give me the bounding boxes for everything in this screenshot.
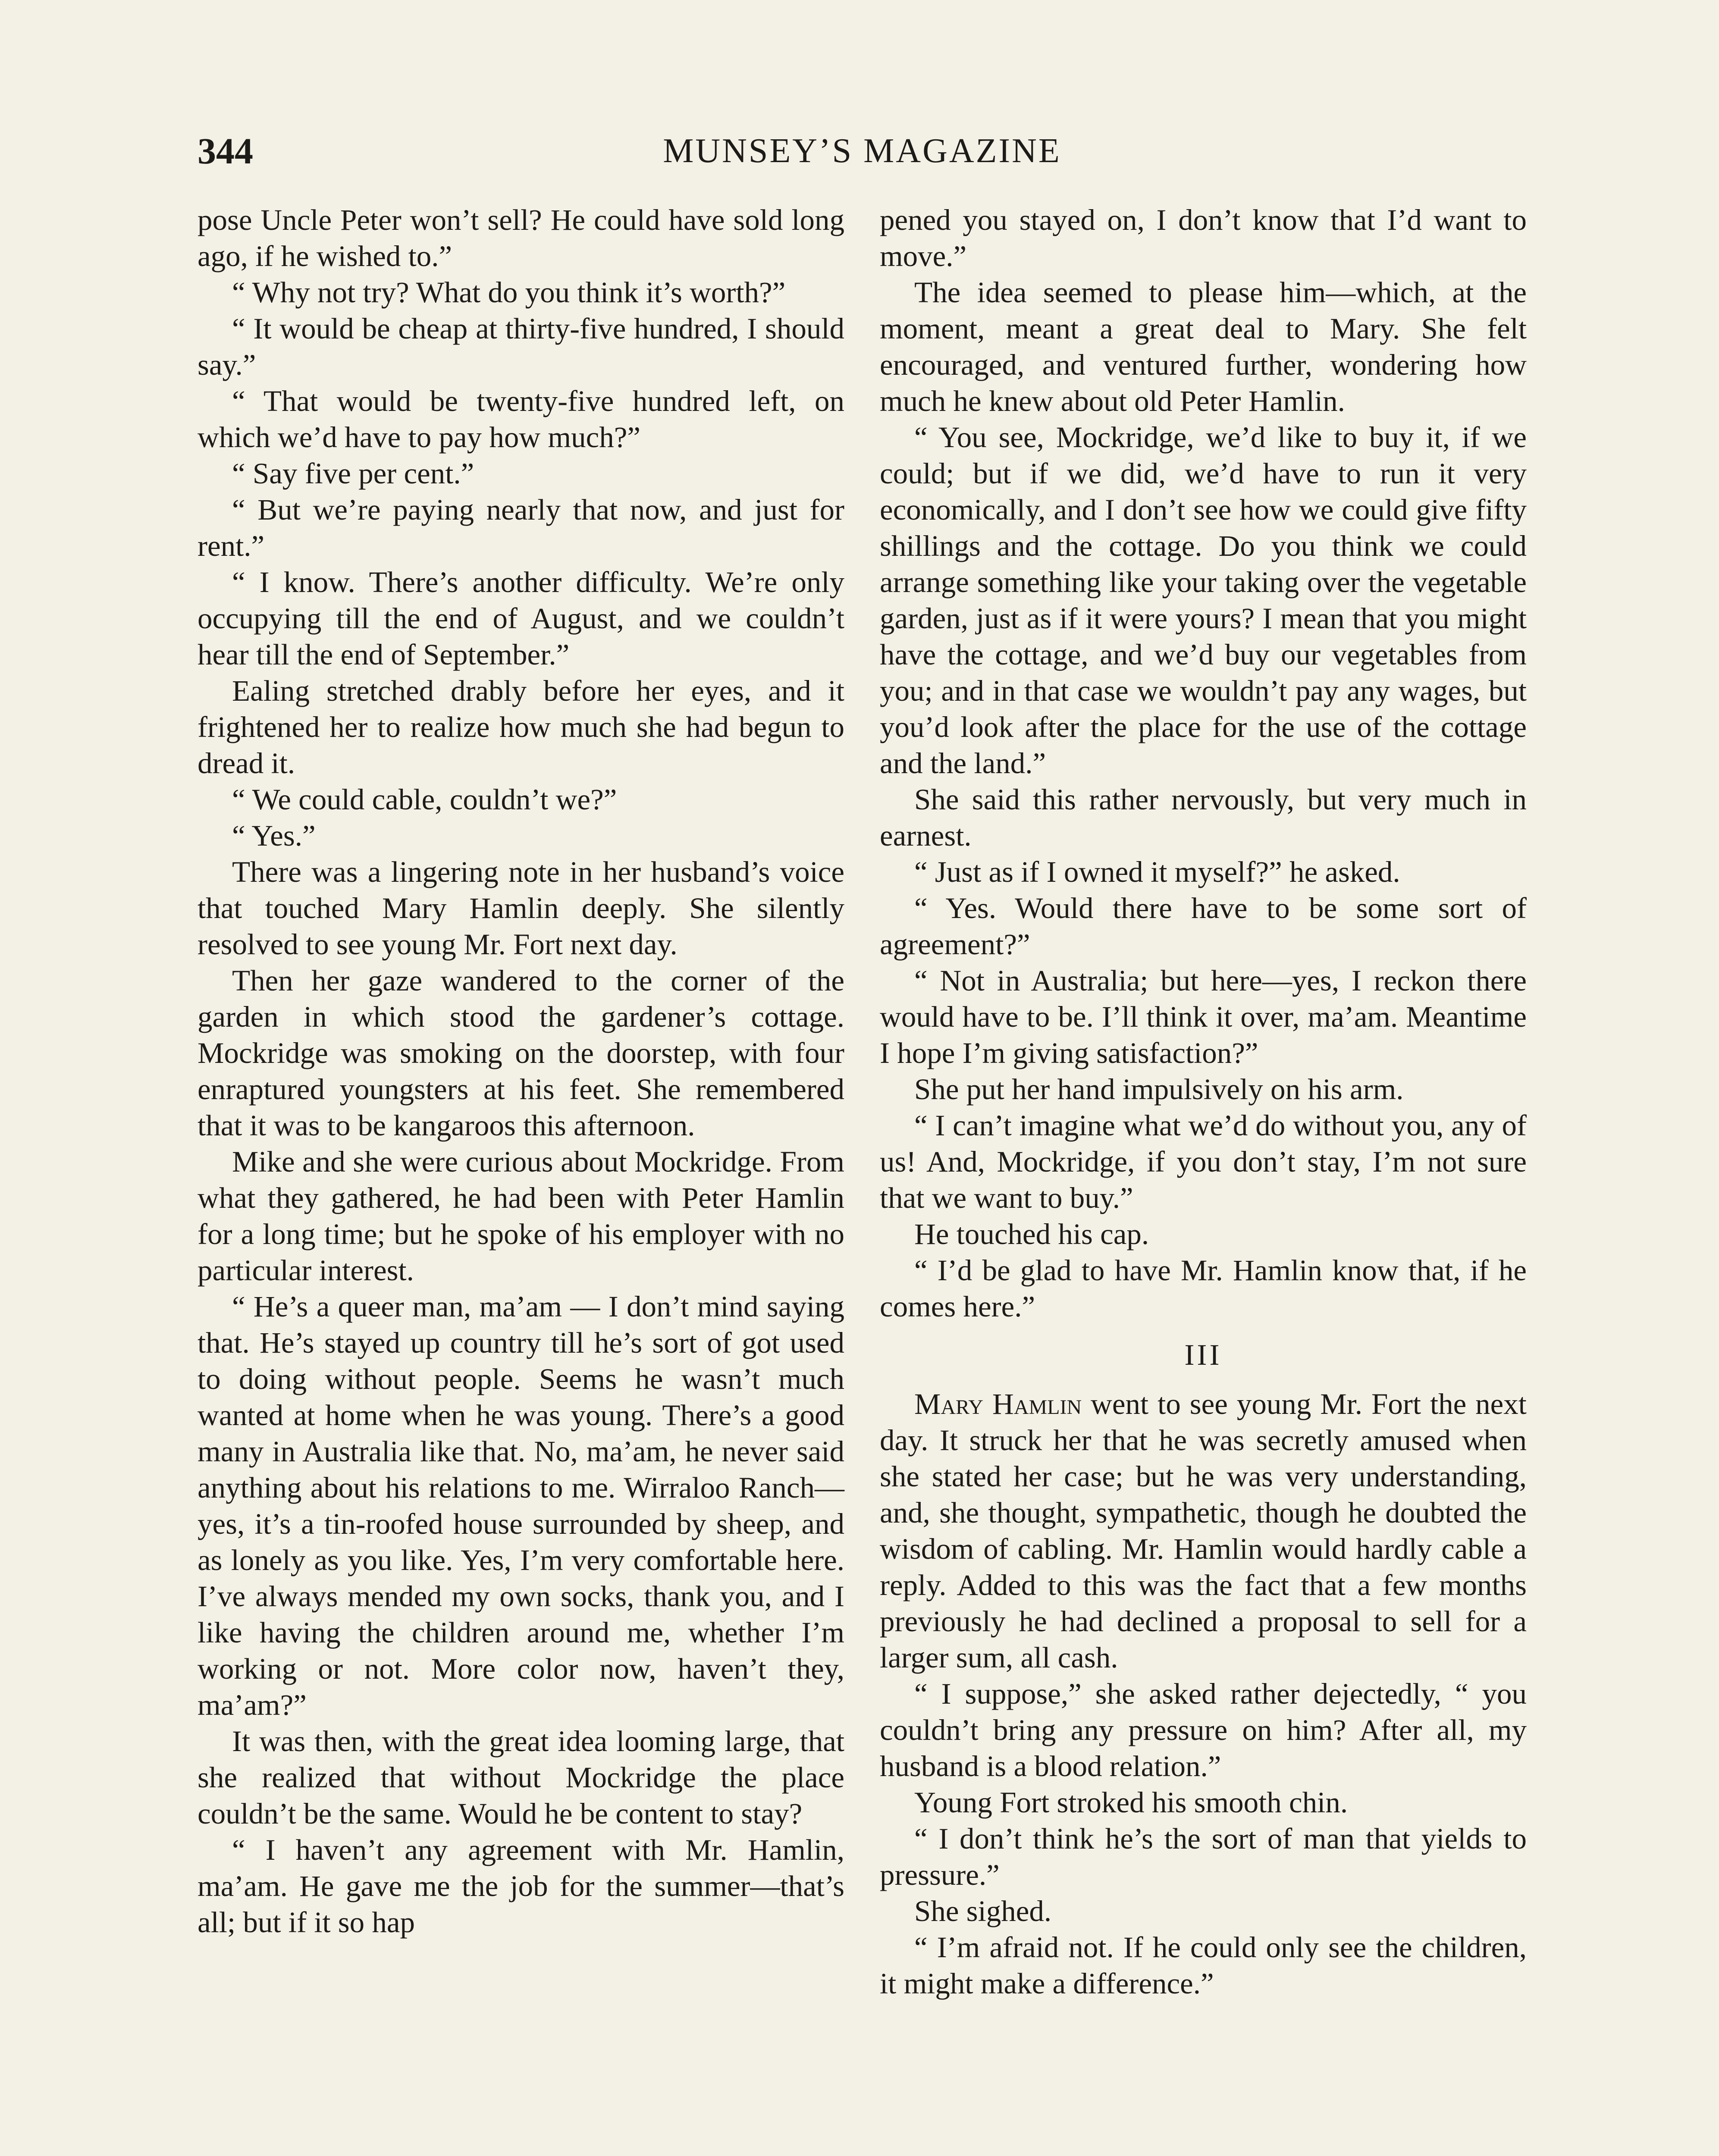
paragraph: “ We could cable, couldn’t we?” [232,783,617,816]
paragraph: Then her gaze wandered to the corner of the garden in which stood the gardener’s cottage. Mockridge was smoking on the doorstep, with four enraptured youngsters at his feet. She remembered that it was to be kangaroos this afternoon. [198,964,844,1142]
paragraph: “ I suppose,” she asked rather dejectedly, “ you couldn’t bring any pressure on him? After all, my husband is a blood relation.” [880,1677,1527,1783]
page-header [198,129,1527,172]
paragraph: “ Just as if I owned it myself?” he asked. [914,856,1400,888]
paragraph: “ It would be cheap at thirty-five hundred, I should say.” [198,312,844,381]
paragraph: It was then, with the great idea looming large, that she realized that without Mockridge the place couldn’t be the same. Would he be content to stay? [198,1725,844,1830]
paragraph: “ But we’re paying nearly that now, and just for rent.” [198,493,844,562]
paragraph: She sighed. [914,1895,1052,1927]
section-opening-smallcaps: Mary Hamlin [914,1388,1082,1420]
paragraph: She said this rather nervously, but very much in earnest. [880,783,1527,852]
paragraph: “ Not in Australia; but here—yes, I reckon there would have to be. I’ll think it over, ma’am. Meantime I hope I’m giving satisfaction?” [880,964,1527,1069]
paragraph: Mike and she were curious about Mockridge. From what they gathered, he had been with Peter Hamlin for a long time; but he spoke of his employer with no particular interest. [198,1145,844,1287]
paragraph: “ He’s a queer man, ma’am — I don’t mind saying that. He’s stayed up country till he’s sort of got used to doing without people. Seems he wasn’t much wanted at home when he was young. There’s a good many in Australia like that. No, ma’am, he never said anything about his relations to me. Wirraloo Ranch—yes, it’s a tin-roofed house surrounded by sheep, and as lonely as you like. Yes, I’m very comfortable here. I’ve always mended my own socks, thank you, and I like having the children around me, whether I’m working or not. More color now, haven’t they, ma’am?” [198,1290,844,1721]
paragraph: “ I can’t imagine what we’d do without you, any of us! And, Mockridge, if you don’t stay, I’m not sure that we want to buy.” [880,1109,1527,1214]
paragraph: Young Fort stroked his smooth chin. [914,1786,1348,1819]
paragraph: pened you stayed on, I don’t know that I’d want to move.” [880,204,1527,273]
paragraph: “ I’d be glad to have Mr. Hamlin know that, if he comes here.” [880,1254,1527,1323]
paragraph: The idea seemed to please him—which, at the moment, meant a great deal to Mary. She felt encouraged, and ventured further, wondering how much he knew about old Peter Hamlin. [880,276,1527,417]
paragraph: “ I don’t think he’s the sort of man that yields to pressure.” [880,1822,1527,1891]
paragraph: “ You see, Mockridge, we’d like to buy it, if we could; but if we did, we’d have to run it very economically, and I don’t see how we could give fifty shillings and the cottage. Do you think we could arrange something like your taking over the vegetable garden, just as if it were yours? I mean that you might have the cottage, and we’d buy our vegetables from you; and in that case we wouldn’t pay any wages, but you’d look after the place for the use of the cottage and the land.” [880,421,1527,780]
paragraph: “ I haven’t any agreement with Mr. Hamlin, ma’am. He gave me the job for the summer—that’s all; but if it so hap [198,1833,844,1939]
left-column [198,202,844,1940]
paragraph: She put her hand impulsively on his arm. [914,1073,1404,1106]
paragraph: “ Why not try? What do you think it’s worth?” [232,276,786,309]
running-head: MUNSEY’S MAGAZINE [663,132,1061,170]
section-heading: III [1184,1338,1222,1371]
paragraph: Ealing stretched drably before her eyes, and it frightened her to realize how much she had begun to dread it. [198,674,844,780]
section-opening-text: went to see young Mr. Fort the next day. It struck her that he was secretly amused when she stated her case; but he was very understanding, and, she thought, sympathetic, though he doubted the wisdom of cabling. Mr. Hamlin would hardly cable a reply. Added to this was the fact that a few months previously he had declined a proposal to sell for a larger sum, all cash. [880,1388,1527,1674]
paragraph: “ I know. There’s another difficulty. We’re only occupying till the end of August, and we couldn’t hear till the end of September.” [198,566,844,671]
section-opening-paragraph [880,1386,1527,1676]
paragraph: “ That would be twenty-five hundred left, on which we’d have to pay how much?” [198,385,844,454]
paragraph: “ Yes. Would there have to be some sort of agreement?” [880,892,1527,961]
paragraph: pose Uncle Peter won’t sell? He could have sold long ago, if he wished to.” [198,204,844,273]
paragraph: “ Say five per cent.” [232,457,474,490]
paragraph: “ Yes.” [232,819,316,852]
paragraph: “ I’m afraid not. If he could only see the children, it might make a difference.” [880,1931,1527,2000]
right-column [880,202,1527,2002]
paragraph: He touched his cap. [914,1218,1149,1250]
paragraph: There was a lingering note in her husband’s voice that touched Mary Hamlin deeply. She silently resolved to see young Mr. Fort next day. [198,856,844,961]
page-number: 344 [198,130,253,172]
